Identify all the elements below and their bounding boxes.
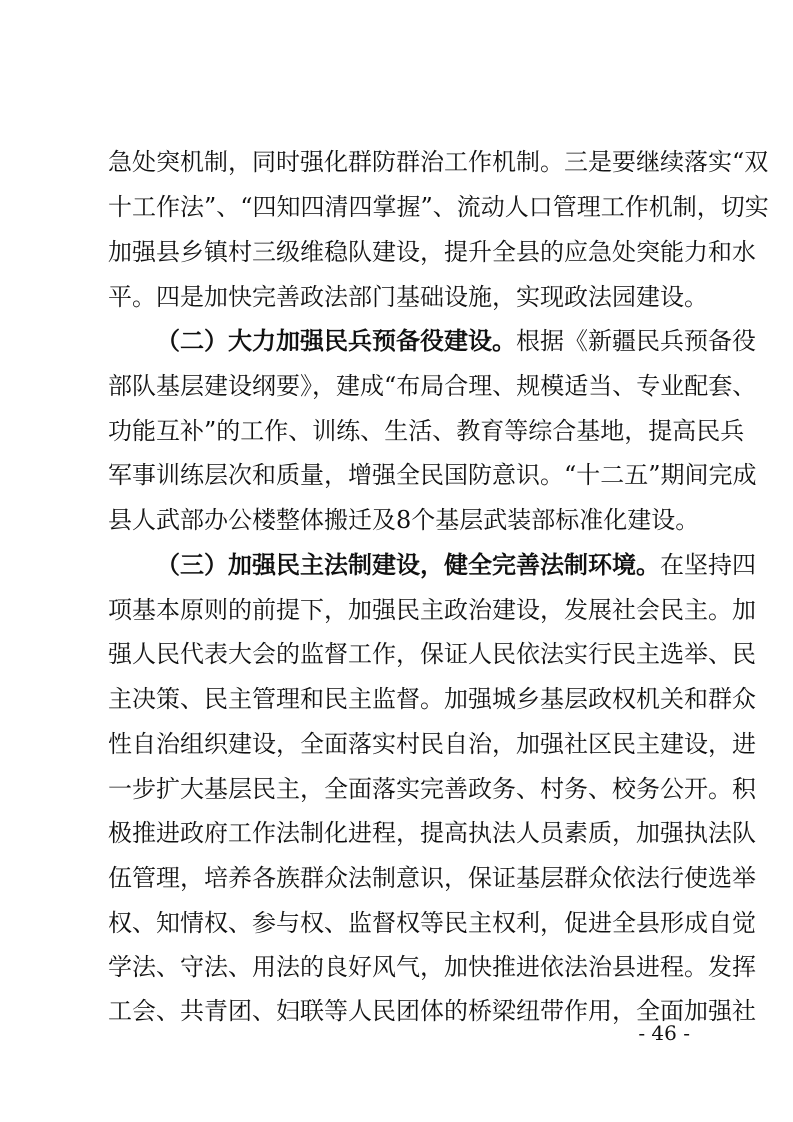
page-number: - 46 - [638, 1021, 690, 1045]
line-text: 工会、共青团、妇联等人民团体的桥梁纽带作用，全面加强社 [108, 997, 756, 1025]
line-text: 十工作法”、“四知四清四掌握”、流动人口管理工作机制，切实 [108, 193, 769, 221]
line-text: 急处突机制，同时强化群防群治工作机制。三是要继续落实“双 [108, 148, 769, 176]
paragraph-3-line-1 [156, 544, 756, 586]
line-text: 加强县乡镇村三级维稳队建设，提升全县的应急处突能力和水 [108, 238, 756, 266]
paragraph-2-line-2 [108, 365, 757, 407]
line-text: 部队基层建设纲要》，建成“布局合理、规模适当、专业配套、 [108, 372, 757, 400]
paragraph-2-line-5 [108, 499, 700, 541]
paragraph-3-line-5 [108, 723, 756, 765]
paragraph-3-line-6 [108, 768, 756, 810]
paragraph-3-line-4 [108, 678, 756, 720]
section-heading-2: （二）大力加强民兵预备役建设。 [156, 326, 516, 355]
line-text: 在坚持四 [660, 551, 756, 579]
paragraph-3-line-7 [108, 812, 756, 854]
paragraph-3-line-9 [108, 902, 756, 944]
paragraph-1-line-1 [108, 141, 769, 183]
line-text: 学法、守法、用法的良好风气，加快推进依法治县进程。发挥 [108, 953, 756, 981]
line-text: 功能互补”的工作、训练、生活、教育等综合基地，提高民兵 [108, 417, 745, 445]
line-text: 极推进政府工作法制化进程，提高执法人员素质，加强执法队 [108, 819, 756, 847]
line-text: 强人民代表大会的监督工作，保证人民依法实行民主选举、民 [108, 640, 756, 668]
paragraph-2-line-3 [108, 410, 745, 452]
line-text: 平。四是加快完善政法部门基础设施，实现政法园建设。 [108, 283, 708, 311]
paragraph-1-line-3 [108, 231, 756, 273]
line-text: 一步扩大基层民主，全面落实完善政务、村务、校务公开。积 [108, 775, 756, 803]
line-text: 性自治组织建设，全面落实村民自治，加强社区民主建设，进 [108, 730, 756, 758]
section-heading-3: （三）加强民主法制建设，健全完善法制环境。 [156, 550, 660, 579]
line-text: 根据《新疆民兵预备役 [516, 327, 756, 355]
paragraph-3-line-3 [108, 633, 756, 675]
paragraph-2-line-1 [156, 320, 756, 362]
paragraph-3-line-10 [108, 946, 756, 988]
paragraph-3-line-11 [108, 990, 756, 1032]
paragraph-2-line-4 [108, 454, 757, 496]
line-text: 伍管理，培养各族群众法制意识，保证基层群众依法行使选举 [108, 864, 756, 892]
line-text: 权、知情权、参与权、监督权等民主权利，促进全县形成自觉 [108, 909, 756, 937]
paragraph-3-line-2 [108, 589, 756, 631]
paragraph-1-line-2 [108, 186, 769, 228]
line-text: 主决策、民主管理和民主监督。加强城乡基层政权机关和群众 [108, 685, 756, 713]
paragraph-3-line-8 [108, 857, 756, 899]
line-text: 军事训练层次和质量，增强全民国防意识。“十二五”期间完成 [108, 461, 757, 489]
line-text: 县人武部办公楼整体搬迁及8个基层武装部标准化建设。 [108, 506, 700, 534]
line-text: 项基本原则的前提下，加强民主政治建设，发展社会民主。加 [108, 596, 756, 624]
paragraph-1-line-4 [108, 276, 708, 318]
